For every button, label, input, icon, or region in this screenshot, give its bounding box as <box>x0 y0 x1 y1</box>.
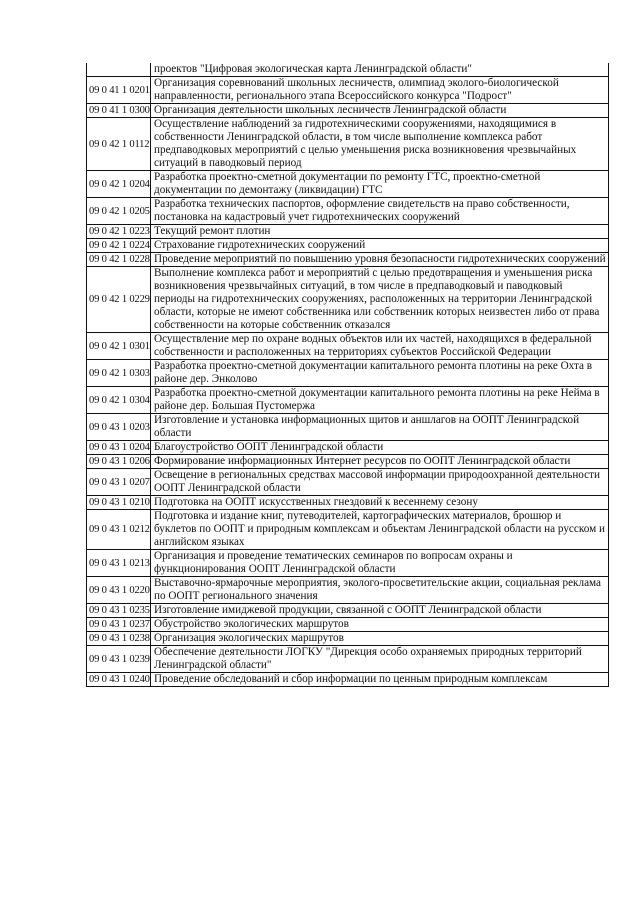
table-row <box>87 104 609 118</box>
table-row <box>87 267 609 333</box>
row-description-cell: Освещение в региональных средствах массовой информации природоохранной деятельности ООПТ Ленинградской области <box>151 469 609 496</box>
row-code-cell: 09 0 43 1 0240 <box>87 673 151 687</box>
table-row <box>87 414 609 441</box>
table-row <box>87 253 609 267</box>
budget-code-table <box>86 63 609 687</box>
row-description-cell: Формирование информационных Интернет ресурсов по ООПТ Ленинградской области <box>151 455 609 469</box>
row-description-cell: Выставочно-ярмарочные мероприятия, эколого-просветительские акции, социальная реклама по ООПТ регионального значения <box>151 577 609 604</box>
table-row <box>87 333 609 360</box>
row-code-cell: 09 0 42 1 0304 <box>87 387 151 414</box>
table-row <box>87 118 609 171</box>
row-description-cell: Изготовление имиджевой продукции, связанной с ООПТ Ленинградской области <box>151 604 609 618</box>
row-description-cell: Подготовка и издание книг, путеводителей, картографических материалов, брошюр и буклетов по ООПТ и природным комплексам и объектам Ленинградской области на русском и английском языках <box>151 510 609 550</box>
row-code-cell: 09 0 42 1 0229 <box>87 267 151 333</box>
row-code-cell: 09 0 43 1 0238 <box>87 632 151 646</box>
table-row <box>87 496 609 510</box>
table-row <box>87 673 609 687</box>
row-code-cell: 09 0 43 1 0235 <box>87 604 151 618</box>
row-description-cell: проектов "Цифровая экологическая карта Ленинградской области" <box>151 63 609 77</box>
row-code-cell: 09 0 42 1 0301 <box>87 333 151 360</box>
table-row <box>87 63 609 77</box>
row-description-cell: Разработка проектно-сметной документации капитального ремонта плотины на реке Охта в районе дер. Энколово <box>151 360 609 387</box>
row-code-cell: 09 0 41 1 0201 <box>87 77 151 104</box>
row-description-cell: Разработка технических паспортов, оформление свидетельств на право собственности, постановка на кадастровый учет гидротехнических сооружений <box>151 198 609 225</box>
table-row <box>87 198 609 225</box>
table-row <box>87 604 609 618</box>
row-description-cell: Осуществление мер по охране водных объектов или их частей, находящихся в федеральной собственности и расположенных на территориях субъектов Российской Федерации <box>151 333 609 360</box>
row-code-cell: 09 0 43 1 0206 <box>87 455 151 469</box>
table-row <box>87 387 609 414</box>
table-row <box>87 632 609 646</box>
row-code-cell: 09 0 43 1 0203 <box>87 414 151 441</box>
row-code-cell: 09 0 42 1 0228 <box>87 253 151 267</box>
row-code-cell: 09 0 43 1 0213 <box>87 550 151 577</box>
row-code-cell: 09 0 41 1 0300 <box>87 104 151 118</box>
table-row <box>87 577 609 604</box>
table-row <box>87 646 609 673</box>
row-code-cell <box>87 63 151 77</box>
row-code-cell: 09 0 43 1 0204 <box>87 441 151 455</box>
row-description-cell: Организация деятельности школьных лесничеств Ленинградской области <box>151 104 609 118</box>
row-code-cell: 09 0 43 1 0237 <box>87 618 151 632</box>
row-description-cell: Благоустройство ООПТ Ленинградской области <box>151 441 609 455</box>
row-code-cell: 09 0 42 1 0112 <box>87 118 151 171</box>
row-code-cell: 09 0 43 1 0220 <box>87 577 151 604</box>
table-row <box>87 239 609 253</box>
row-description-cell: Организация соревнований школьных лесничеств, олимпиад эколого-биологической направленности, регионального этапа Всероссийского конкурса "Подрост" <box>151 77 609 104</box>
row-description-cell: Проведение обследований и сбор информации по ценным природным комплексам <box>151 673 609 687</box>
row-code-cell: 09 0 43 1 0210 <box>87 496 151 510</box>
row-description-cell: Подготовка на ООПТ искусственных гнездовий к весеннему сезону <box>151 496 609 510</box>
row-description-cell: Разработка проектно-сметной документации по ремонту ГТС, проектно-сметной документации по демонтажу (ликвидации) ГТС <box>151 171 609 198</box>
row-description-cell: Выполнение комплекса работ и мероприятий с целью предотвращения и уменьшения риска возникновения чрезвычайных ситуаций, в том числе в предпаводковый и паводковый периоды на гидротехнических сооружениях, расположенных на территории Ленинградской области, которые не имеют собственника или собственник которых неизвестен либо от права собственности на которые собственник отказался <box>151 267 609 333</box>
row-code-cell: 09 0 43 1 0212 <box>87 510 151 550</box>
row-code-cell: 09 0 42 1 0205 <box>87 198 151 225</box>
row-description-cell: Обустройство экологических маршрутов <box>151 618 609 632</box>
row-description-cell: Разработка проектно-сметной документации капитального ремонта плотины на реке Нейма в районе дер. Большая Пустомержа <box>151 387 609 414</box>
row-description-cell: Организация и проведение тематических семинаров по вопросам охраны и функционирования ООПТ Ленинградской области <box>151 550 609 577</box>
table-row <box>87 618 609 632</box>
row-code-cell: 09 0 43 1 0239 <box>87 646 151 673</box>
table-row <box>87 441 609 455</box>
row-description-cell: Организация экологических маршрутов <box>151 632 609 646</box>
row-code-cell: 09 0 42 1 0223 <box>87 225 151 239</box>
row-description-cell: Проведение мероприятий по повышению уровня безопасности гидротехнических сооружений <box>151 253 609 267</box>
row-code-cell: 09 0 42 1 0224 <box>87 239 151 253</box>
table-row <box>87 77 609 104</box>
row-description-cell: Изготовление и установка информационных щитов и аншлагов на ООПТ Ленинградской области <box>151 414 609 441</box>
row-code-cell: 09 0 42 1 0204 <box>87 171 151 198</box>
table-row <box>87 550 609 577</box>
row-code-cell: 09 0 43 1 0207 <box>87 469 151 496</box>
row-description-cell: Страхование гидротехнических сооружений <box>151 239 609 253</box>
table-row <box>87 469 609 496</box>
table-row <box>87 225 609 239</box>
code-table-body <box>87 63 609 687</box>
table-row <box>87 360 609 387</box>
table-row <box>87 510 609 550</box>
row-code-cell: 09 0 42 1 0303 <box>87 360 151 387</box>
table-row <box>87 455 609 469</box>
row-description-cell: Текущий ремонт плотин <box>151 225 609 239</box>
table-row <box>87 171 609 198</box>
row-description-cell: Осуществление наблюдений за гидротехническими сооружениями, находящимися в собственности Ленинградской области, в том числе выполнение комплекса работ предпаводковых мероприятий с целью уменьшения риска возникновения чрезвычайных ситуаций в паводковый период <box>151 118 609 171</box>
row-description-cell: Обеспечение деятельности ЛОГКУ "Дирекция особо охраняемых природных территорий Ленинградской области" <box>151 646 609 673</box>
